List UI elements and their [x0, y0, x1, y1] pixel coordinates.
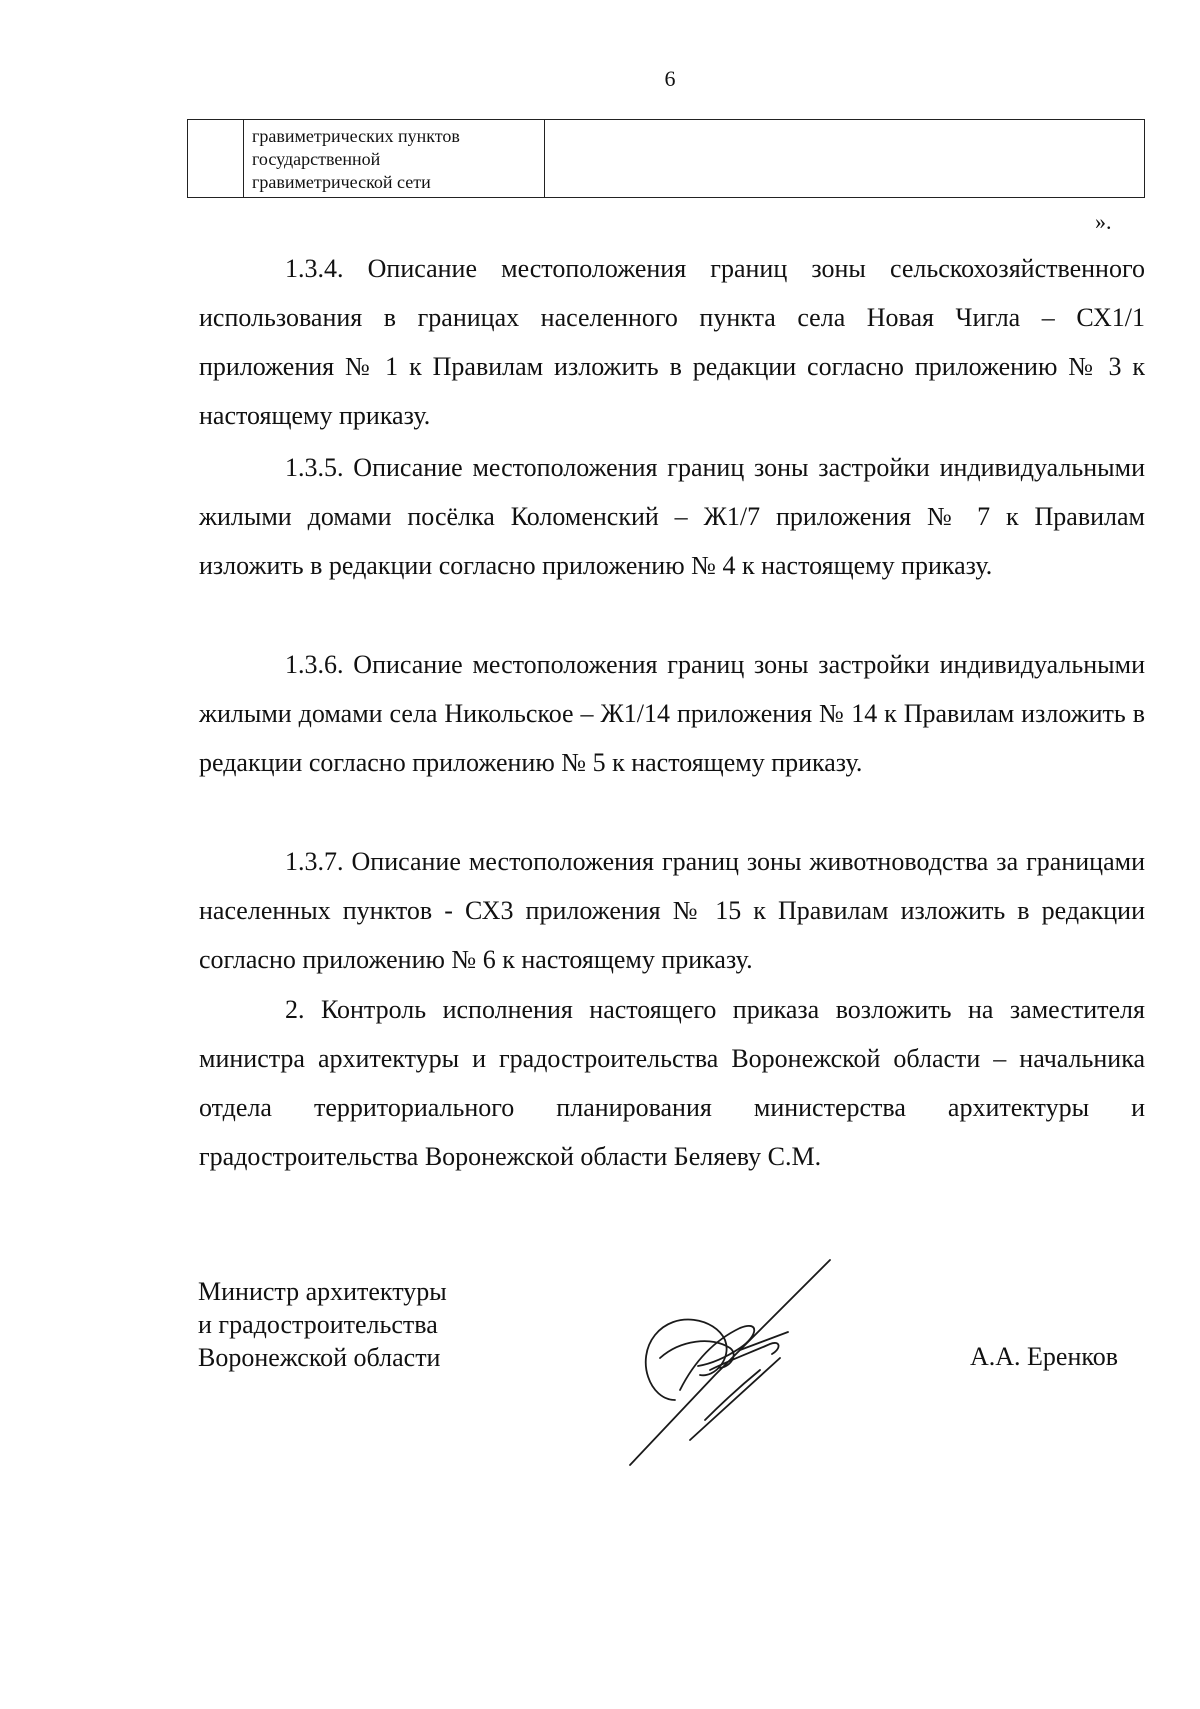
closing-quote: ». [1095, 209, 1112, 234]
page-number: 6 [664, 66, 676, 91]
cell-text: гравиметрических пунктов государственной гравиметрической сети [252, 126, 460, 192]
table-cell-name [244, 120, 545, 198]
paragraph-1-3-4: 1.3.4. Описание местоположения границ зоны сельскохозяйственного использования в границах населенного пункта села Новая Чигла – СХ1/1 приложения № 1 к Правилам изложить в редакции согласно приложению № 3 к настоящему приказу. [199, 254, 1145, 430]
table-cell-number [188, 120, 244, 198]
table-row [188, 120, 1145, 198]
signer-name: А.А. Еренков [970, 1342, 1118, 1371]
paragraph-1-3-6: 1.3.6. Описание местоположения границ зоны застройки индивидуальными жилыми домами села Никольское – Ж1/14 приложения № 14 к Правилам изложить в редакции согласно приложению № 5 к настоящему приказу. [199, 650, 1145, 777]
continuation-table [187, 119, 1145, 198]
table-cell-value [545, 120, 1145, 198]
paragraph-1-3-7: 1.3.7. Описание местоположения границ зоны животноводства за границами населенных пунктов - СХ3 приложения № 15 к Правилам изложить в редакции согласно приложению № 6 к настоящему приказу. [199, 847, 1145, 974]
paragraph-2-control: 2. Контроль исполнения настоящего приказа возложить на заместителя министра архитектуры и градостроительства Воронежской области – начальника отдела территориального планирования министерства архитектуры и градостроительства Воронежской области Беляеву С.М. [199, 995, 1145, 1171]
handwritten-signature [620, 1240, 940, 1470]
cell-text [188, 120, 243, 125]
paragraph-1-3-5: 1.3.5. Описание местоположения границ зоны застройки индивидуальными жилыми домами посёлка Коломенский – Ж1/7 приложения № 7 к Правилам изложить в редакции согласно приложению № 4 к настоящему приказу. [199, 453, 1145, 580]
signer-title: Министр архитектуры и градостроительства Воронежской области [198, 1277, 447, 1372]
cell-text [545, 120, 1144, 125]
